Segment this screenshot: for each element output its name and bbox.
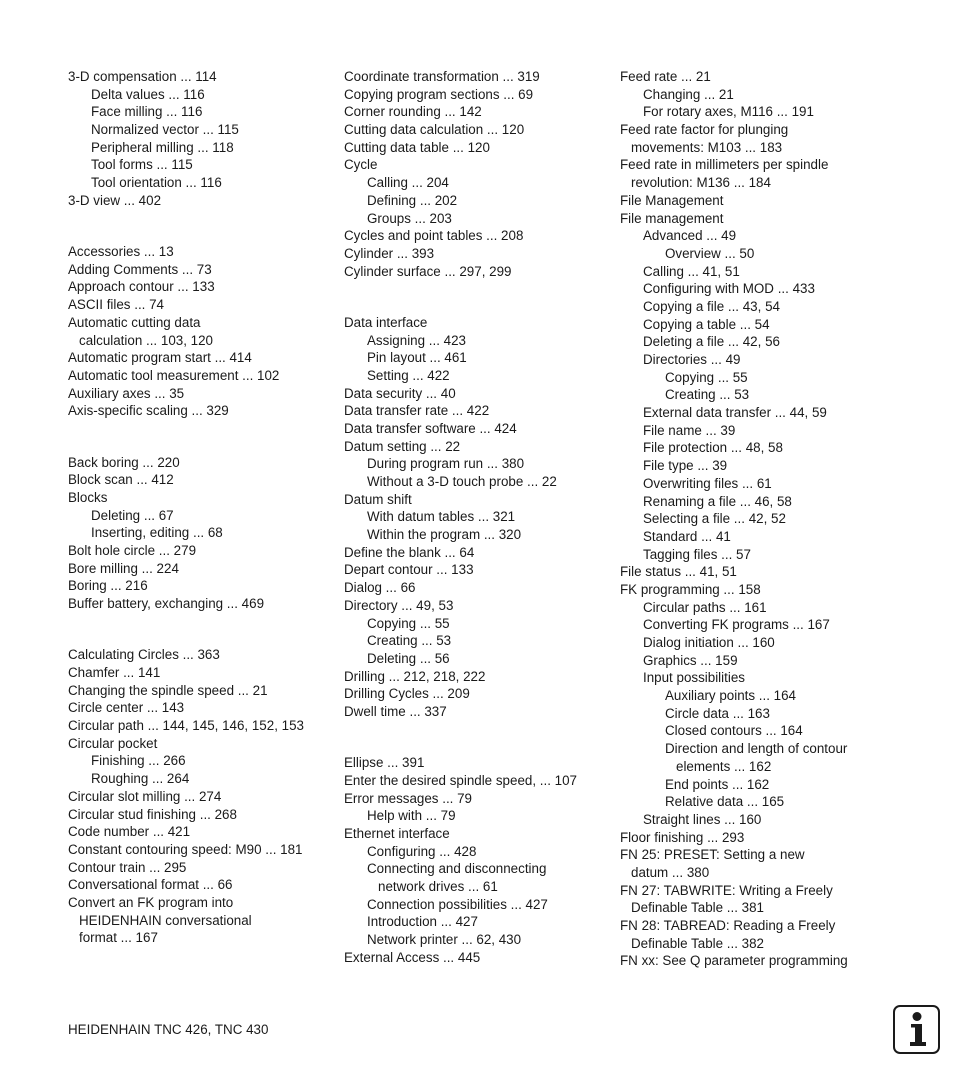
- index-subentry: Introduction ... 427: [367, 914, 478, 930]
- index-subentry: format ... 167: [79, 930, 158, 946]
- index-entry: Conversational format ... 66: [68, 877, 233, 893]
- index-subentry: movements: M103 ... 183: [631, 139, 783, 155]
- index-entry: Feed rate in millimeters per spindle: [620, 157, 829, 173]
- index-entry: File management: [620, 210, 724, 226]
- index-entry: FN 28: TABREAD: Reading a Freely: [620, 918, 836, 933]
- index-subentry: Graphics ... 159: [643, 652, 738, 668]
- index-entry: Data transfer software ... 424: [344, 420, 517, 436]
- index-entry: Cycle: [344, 157, 378, 173]
- index-entry: Approach contour ... 133: [68, 279, 215, 295]
- index-subentry: Creating ... 53: [367, 633, 452, 649]
- index-entry: Adding Comments ... 73: [68, 261, 212, 277]
- index-entry: Boring ... 216: [68, 578, 148, 594]
- index-entry: Ethernet interface: [344, 826, 450, 841]
- index-subentry: Configuring ... 428: [367, 843, 477, 859]
- index-entry: FN 27: TABWRITE: Writing a Freely: [620, 882, 833, 898]
- section-gap: [68, 420, 338, 454]
- index-subentry: Auxiliary points ... 164: [665, 688, 796, 704]
- index-subentry: Renaming a file ... 46, 58: [643, 493, 792, 509]
- index-subentry: Standard ... 41: [643, 528, 731, 544]
- index-subentry: Defining ... 202: [367, 192, 458, 208]
- index-subentry: Deleting ... 56: [367, 650, 450, 666]
- index-subentry: Connection possibilities ... 427: [367, 896, 548, 912]
- index-entry: Calculating Circles ... 363: [68, 647, 220, 663]
- index-entry: Chamfer ... 141: [68, 665, 161, 681]
- index-subentry: Directories ... 49: [643, 352, 741, 367]
- index-entry: Changing the spindle speed ... 21: [68, 682, 268, 698]
- index-subentry: revolution: M136 ... 184: [631, 175, 771, 191]
- info-icon: [893, 1005, 940, 1054]
- index-entry: Convert an FK program into: [68, 894, 234, 910]
- index-subentry: Changing ... 21: [643, 86, 734, 102]
- index-entry: Coordinate transformation ... 319: [344, 69, 540, 84]
- index-entry: Bolt hole circle ... 279: [68, 543, 197, 558]
- index-entry: Datum shift: [344, 491, 412, 507]
- index-entry: Constant contouring speed: M90 ... 181: [68, 841, 303, 857]
- index-subentry: Advanced ... 49: [643, 228, 737, 244]
- index-entry: Feed rate factor for plunging: [620, 122, 789, 138]
- index-entry: Dialog ... 66: [344, 580, 416, 596]
- index-subentry: Circular paths ... 161: [643, 599, 767, 615]
- index-subentry: Finishing ... 266: [91, 753, 186, 769]
- index-subentry: Input possibilities: [643, 670, 745, 686]
- index-entry: Cylinder ... 393: [344, 245, 435, 261]
- index-column-1: [68, 68, 338, 947]
- index-subentry: Calling ... 204: [367, 175, 449, 191]
- index-subentry: External data transfer ... 44, 59: [643, 405, 827, 421]
- index-subentry: Creating ... 53: [665, 387, 750, 403]
- index-entry: Cutting data table ... 120: [344, 139, 490, 155]
- index-entry: Data interface: [344, 314, 428, 330]
- index-subentry: Delta values ... 116: [91, 86, 205, 102]
- index-subentry: HEIDENHAIN conversational: [79, 912, 252, 928]
- index-subentry: network drives ... 61: [378, 879, 498, 895]
- index-entry: Drilling ... 212, 218, 222: [344, 668, 486, 684]
- index-subentry: Calling ... 41, 51: [643, 263, 740, 279]
- index-subentry: Definable Table ... 381: [631, 900, 765, 916]
- index-subentry: Dialog initiation ... 160: [643, 635, 775, 650]
- info-glyph: [902, 1011, 932, 1049]
- index-subentry: Copying ... 55: [367, 615, 450, 631]
- index-subentry: Deleting ... 67: [91, 507, 174, 523]
- index-subentry: Inserting, editing ... 68: [91, 525, 223, 541]
- index-entry: Define the blank ... 64: [344, 544, 475, 560]
- index-subentry: Connecting and disconnecting: [367, 861, 547, 877]
- index-subentry: Peripheral milling ... 118: [91, 139, 234, 155]
- index-entry: Block scan ... 412: [68, 472, 174, 488]
- index-subentry: Direction and length of contour: [665, 741, 848, 757]
- section-gap: [344, 280, 614, 314]
- index-subentry: Help with ... 79: [367, 808, 456, 824]
- index-entry: Circular stud finishing ... 268: [68, 806, 237, 822]
- index-entry: File Management: [620, 192, 724, 208]
- page-footer: HEIDENHAIN TNC 426, TNC 430: [68, 1022, 269, 1037]
- index-entry: Circular pocket: [68, 735, 158, 751]
- index-entry: Cycles and point tables ... 208: [344, 228, 524, 244]
- index-subentry: Assigning ... 423: [367, 332, 467, 348]
- index-entry: Corner rounding ... 142: [344, 104, 482, 120]
- index-entry: Contour train ... 295: [68, 859, 187, 875]
- index-subentry: Pin layout ... 461: [367, 350, 467, 366]
- index-subentry: Overview ... 50: [665, 245, 755, 261]
- index-entry: Data security ... 40: [344, 385, 456, 401]
- index-subentry: Within the program ... 320: [367, 527, 522, 543]
- index-entry: FK programming ... 158: [620, 581, 761, 597]
- index-subentry: Network printer ... 62, 430: [367, 932, 522, 948]
- index-entry: Circular slot milling ... 274: [68, 788, 222, 804]
- index-subentry: With datum tables ... 321: [367, 509, 516, 525]
- index-subentry: Copying a file ... 43, 54: [643, 298, 780, 314]
- index-subentry: Closed contours ... 164: [665, 723, 803, 739]
- index-subentry: Setting ... 422: [367, 367, 450, 383]
- index-entry: FN xx: See Q parameter programming: [620, 953, 848, 969]
- index-subentry: Tool forms ... 115: [91, 157, 193, 173]
- index-subentry: File type ... 39: [643, 458, 728, 474]
- index-subentry: Tagging files ... 57: [643, 546, 751, 562]
- index-subentry: Normalized vector ... 115: [91, 122, 239, 138]
- index-subentry: elements ... 162: [676, 758, 772, 774]
- index-subentry: Converting FK programs ... 167: [643, 617, 830, 633]
- index-entry: File status ... 41, 51: [620, 564, 737, 580]
- index-entry: 3-D compensation ... 114: [68, 69, 217, 84]
- index-subentry: datum ... 380: [631, 864, 710, 880]
- index-entry: Cutting data calculation ... 120: [344, 122, 525, 138]
- index-entry: Blocks: [68, 489, 108, 505]
- index-subentry: calculation ... 103, 120: [79, 332, 213, 348]
- index-entry: Bore milling ... 224: [68, 560, 179, 576]
- index-subentry: Groups ... 203: [367, 210, 452, 226]
- index-entry: Feed rate ... 21: [620, 69, 711, 84]
- index-entry: Circle center ... 143: [68, 700, 185, 716]
- index-subentry: Copying ... 55: [665, 369, 748, 385]
- index-subentry: Face milling ... 116: [91, 104, 203, 120]
- index-subentry: Copying a table ... 54: [643, 316, 770, 332]
- index-entry: Ellipse ... 391: [344, 755, 425, 771]
- index-entry: Copying program sections ... 69: [344, 86, 534, 102]
- index-entry: Axis-specific scaling ... 329: [68, 403, 229, 419]
- index-entry: Floor finishing ... 293: [620, 829, 745, 845]
- index-entry: Accessories ... 13: [68, 244, 174, 260]
- index-entry: Automatic cutting data: [68, 314, 201, 330]
- index-subentry: Deleting a file ... 42, 56: [643, 334, 780, 350]
- index-entry: Code number ... 421: [68, 824, 191, 840]
- index-subentry: For rotary axes, M116 ... 191: [643, 104, 814, 120]
- index-entry: Error messages ... 79: [344, 790, 473, 806]
- index-entry: Drilling Cycles ... 209: [344, 686, 470, 702]
- index-subentry: File protection ... 48, 58: [643, 440, 783, 456]
- section-gap: [68, 613, 338, 647]
- index-subentry: End points ... 162: [665, 776, 770, 792]
- index-entry: Automatic tool measurement ... 102: [68, 367, 280, 383]
- index-subentry: Straight lines ... 160: [643, 811, 762, 827]
- index-entry: Buffer battery, exchanging ... 469: [68, 596, 265, 612]
- index-entry: Cylinder surface ... 297, 299: [344, 263, 512, 279]
- index-entry: Directory ... 49, 53: [344, 597, 454, 613]
- index-entry: 3-D view ... 402: [68, 192, 162, 208]
- index-entry: Enter the desired spindle speed, ... 107: [344, 772, 578, 788]
- index-entry: Data transfer rate ... 422: [344, 403, 490, 419]
- index-subentry: File name ... 39: [643, 422, 736, 438]
- index-subentry: Selecting a file ... 42, 52: [643, 511, 786, 527]
- section-gap: [68, 210, 338, 244]
- index-entry: Automatic program start ... 414: [68, 350, 252, 366]
- index-entry: ASCII files ... 74: [68, 297, 165, 313]
- index-entry: FN 25: PRESET: Setting a new: [620, 847, 805, 863]
- index-subentry: Relative data ... 165: [665, 794, 785, 810]
- index-entry: Datum setting ... 22: [344, 438, 461, 454]
- index-entry: Depart contour ... 133: [344, 562, 474, 578]
- index-subentry: Configuring with MOD ... 433: [643, 281, 815, 297]
- index-subentry: Definable Table ... 382: [631, 935, 765, 951]
- index-column-3: [620, 68, 890, 970]
- index-subentry: Overwriting files ... 61: [643, 475, 772, 491]
- section-gap: [344, 721, 614, 755]
- index-subentry: During program run ... 380: [367, 456, 525, 472]
- index-column-2: [344, 68, 614, 967]
- index-subentry: Roughing ... 264: [91, 771, 190, 787]
- index-subentry: Without a 3-D touch probe ... 22: [367, 474, 557, 490]
- index-entry: Auxiliary axes ... 35: [68, 385, 185, 401]
- index-entry: Back boring ... 220: [68, 454, 180, 470]
- index-entry: Circular path ... 144, 145, 146, 152, 153: [68, 718, 304, 734]
- index-entry: Dwell time ... 337: [344, 703, 447, 719]
- index-entry: External Access ... 445: [344, 949, 481, 965]
- index-subentry: Circle data ... 163: [665, 705, 770, 721]
- index-subentry: Tool orientation ... 116: [91, 175, 222, 191]
